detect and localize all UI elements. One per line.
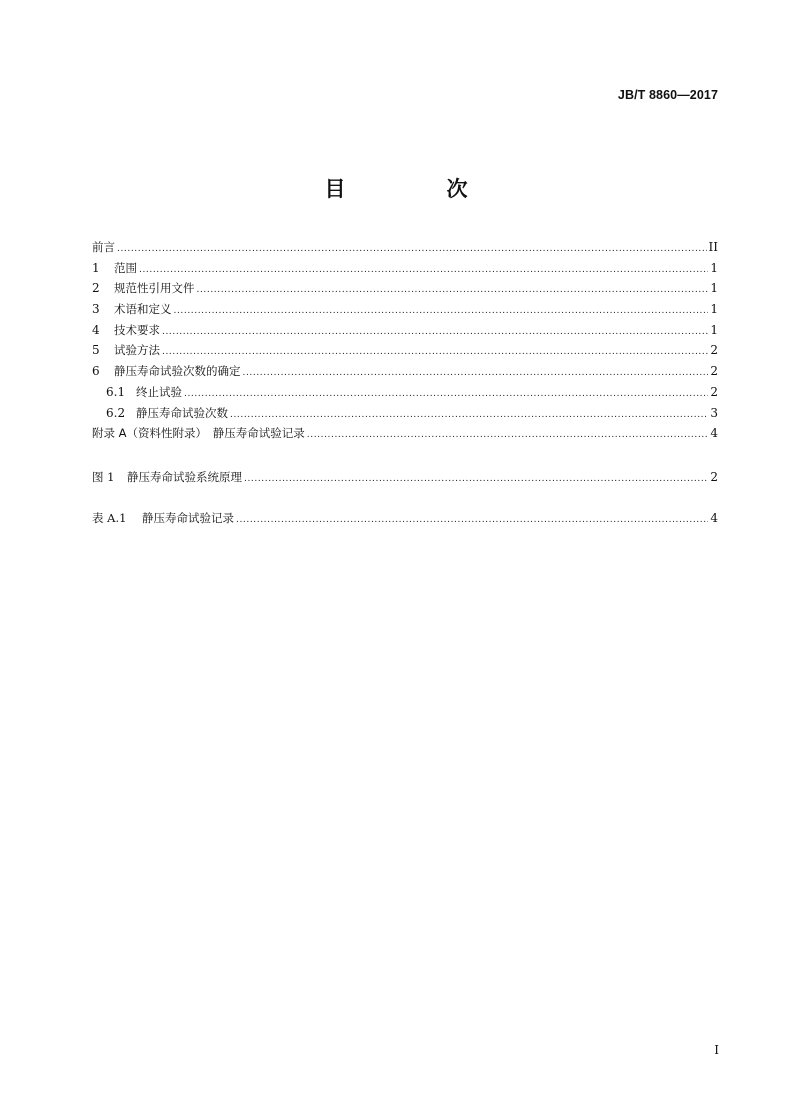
toc-entry-scope[interactable] [92,258,718,279]
toc-entry-page: 1 [710,281,718,296]
toc-entry-appendix-a[interactable] [92,423,718,444]
page-number: I [714,1043,719,1057]
table-page: 4 [710,511,718,525]
toc-entry-label: 静压寿命试验次数的确定 [114,364,241,379]
dot-leader [230,405,708,426]
dot-leader [244,469,708,490]
toc-entry-page: II [708,240,718,254]
toc-entry-number: 1 [92,260,100,275]
toc-entry-page: 2 [710,364,718,379]
toc-entry-page: 1 [710,260,718,275]
toc-entry-page: 1 [710,322,718,337]
toc-entry-number: 2 [92,281,100,296]
figure-entry[interactable] [92,467,718,488]
dot-leader [162,322,708,343]
toc-entry-terms[interactable] [92,299,718,320]
figure-page: 2 [710,470,718,484]
toc-entry-page: 4 [710,426,718,441]
dot-leader [236,510,708,531]
toc-entry-label: 终止试验 [136,384,182,399]
toc-entry-number: 5 [92,343,100,358]
list-of-figures [92,467,718,488]
toc-entry-label: 规范性引用文件 [114,281,195,296]
list-of-tables [92,508,718,529]
dot-leader [174,301,709,322]
dot-leader [117,239,707,260]
table-of-contents [92,237,718,444]
figure-number: 图 1 [92,470,115,484]
toc-entry-page: 1 [710,302,718,317]
table-number: 表 A.1 [92,511,127,525]
toc-entry-normative-references[interactable] [92,278,718,299]
toc-entry-number: 4 [92,322,100,337]
dot-leader [243,363,709,384]
dot-leader [307,425,708,446]
toc-entry-label: 附录 A（资料性附录） 静压寿命试验记录 [92,426,305,441]
toc-entry-page: 3 [710,405,718,420]
toc-entry-test-count[interactable] [92,361,718,382]
toc-entry-label: 技术要求 [114,322,160,337]
toc-entry-label: 静压寿命试验次数 [136,405,228,420]
toc-entry-label: 前言 [92,240,115,254]
toc-entry-test-methods[interactable] [92,340,718,361]
figure-label: 静压寿命试验系统原理 [127,470,242,484]
toc-entry-termination[interactable] [92,382,718,403]
toc-entry-label: 术语和定义 [114,302,172,317]
toc-entry-number: 3 [92,302,100,317]
standard-code: JB/T 8860—2017 [617,88,718,102]
table-label: 静压寿命试验记录 [142,511,234,525]
toc-entry-number: 6.2 [106,405,126,420]
toc-entry-foreword[interactable] [92,237,718,258]
dot-leader [139,260,708,281]
table-entry[interactable] [92,508,718,529]
dot-leader [184,384,708,405]
toc-entry-number: 6.1 [106,384,126,399]
dot-leader [197,280,709,301]
toc-entry-page: 2 [710,384,718,399]
toc-entry-number: 6 [92,364,100,379]
toc-entry-life-test-count[interactable] [92,403,718,424]
page-title: 目 次 [324,177,508,201]
toc-entry-label: 试验方法 [114,343,160,358]
toc-entry-requirements[interactable] [92,320,718,341]
toc-entry-page: 2 [710,343,718,358]
toc-entry-label: 范围 [114,260,137,275]
dot-leader [162,342,708,363]
